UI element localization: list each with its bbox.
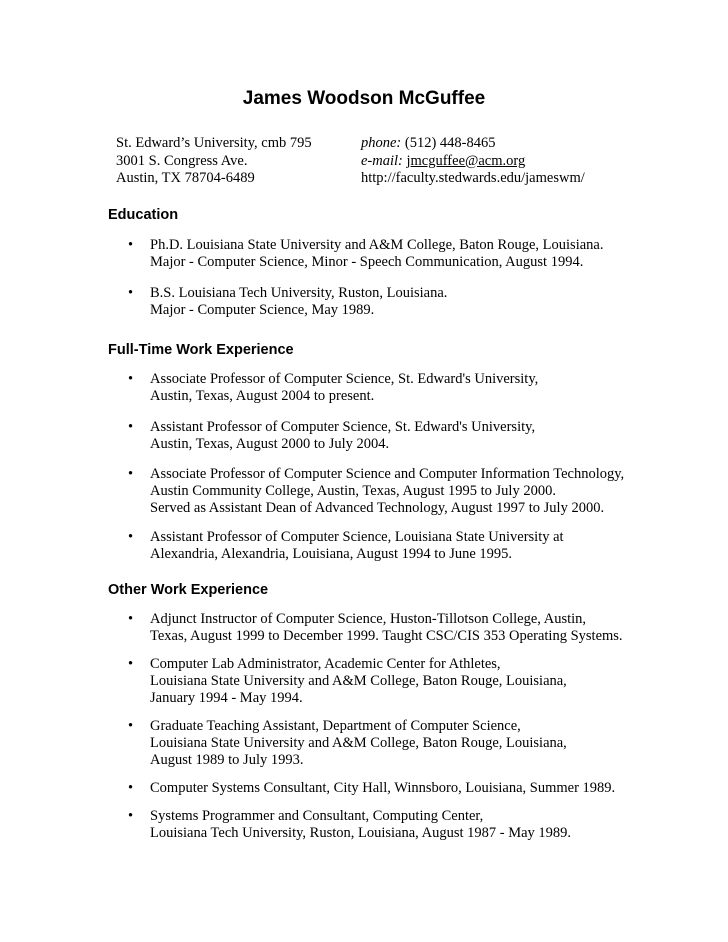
item-line: Associate Professor of Computer Science and Computer Information Technology,: [150, 466, 625, 482]
bullet: •: [128, 419, 134, 435]
bullet: •: [128, 611, 134, 627]
item-line: Systems Programmer and Consultant, Computing Center,: [150, 808, 484, 824]
item-line: Louisiana State University and A&M College, Baton Rouge, Louisiana,: [150, 673, 567, 689]
bullet: •: [128, 466, 134, 482]
bullet: •: [128, 808, 134, 824]
item-line: Served as Assistant Dean of Advanced Technology, August 1997 to July 2000.: [150, 500, 605, 516]
item-line: B.S. Louisiana Tech University, Ruston, Louisiana.: [150, 285, 448, 301]
item-line: Austin, Texas, August 2000 to July 2004.: [150, 436, 390, 452]
list-item: [0, 808, 728, 842]
bullet: •: [128, 285, 134, 301]
item-line: Associate Professor of Computer Science, St. Edward's University,: [150, 371, 539, 387]
bullet: •: [128, 371, 134, 387]
list-item: [0, 237, 728, 285]
list-item: [0, 419, 728, 466]
email-link[interactable]: jmcguffee@acm.org: [406, 152, 526, 169]
phone-number: (512) 448-8465: [404, 135, 496, 151]
item-line: Alexandria, Alexandria, Louisiana, August 1994 to June 1995.: [150, 546, 513, 562]
email-label: e-mail:: [361, 152, 403, 169]
item-line: Computer Lab Administrator, Academic Center for Athletes,: [150, 656, 501, 672]
address-line: Austin, TX 78704-6489: [116, 170, 255, 186]
address-line: St. Edward’s University, cmb 795: [116, 135, 312, 151]
item-line: Ph.D. Louisiana State University and A&M College, Baton Rouge, Louisiana.: [150, 237, 604, 253]
item-line: Graduate Teaching Assistant, Department of Computer Science,: [150, 718, 521, 734]
email-line: [361, 153, 585, 171]
resume-name: James Woodson McGuffee: [242, 88, 486, 109]
item-line: Texas, August 1999 to December 1999. Taught CSC/CIS 353 Operating Systems.: [150, 628, 623, 644]
item-line: Major - Computer Science, May 1989.: [150, 302, 375, 318]
list-item: [0, 285, 728, 319]
item-line: Major - Computer Science, Minor - Speech Communication, August 1994.: [150, 254, 584, 270]
phone-label: phone:: [361, 135, 402, 151]
address-line: 3001 S. Congress Ave.: [116, 152, 248, 169]
section-title-education: Education: [108, 207, 179, 223]
other-work-list: [0, 611, 728, 842]
item-line: Austin Community College, Austin, Texas, August 1995 to July 2000.: [150, 483, 556, 499]
list-item: [0, 529, 728, 563]
list-item: [0, 371, 728, 419]
bullet: •: [128, 718, 134, 734]
list-item: [0, 611, 728, 656]
bullet: •: [128, 780, 134, 796]
item-line: August 1989 to July 1993.: [150, 752, 304, 768]
full-time-work-list: [0, 371, 728, 563]
bullet: •: [128, 656, 134, 672]
education-list: [0, 237, 728, 319]
phone-line: [361, 135, 585, 153]
address-block: [116, 135, 312, 188]
section-title-other-work: Other Work Experience: [108, 582, 269, 598]
contact-block: [361, 135, 585, 188]
item-line: Louisiana State University and A&M College, Baton Rouge, Louisiana,: [150, 735, 567, 751]
item-line: January 1994 - May 1994.: [150, 690, 303, 706]
list-item: [0, 780, 728, 808]
item-line: Adjunct Instructor of Computer Science, Huston-Tillotson College, Austin,: [150, 611, 587, 627]
bullet: •: [128, 237, 134, 253]
list-item: [0, 718, 728, 780]
list-item: [0, 656, 728, 718]
list-item: [0, 466, 728, 529]
item-line: Louisiana Tech University, Ruston, Louisiana, August 1987 - May 1989.: [150, 825, 572, 841]
website-line: http://faculty.stedwards.edu/jameswm/: [361, 170, 585, 186]
item-line: Computer Systems Consultant, City Hall, Winnsboro, Louisiana, Summer 1989.: [150, 780, 616, 796]
item-line: Austin, Texas, August 2004 to present.: [150, 388, 375, 404]
section-title-full-time-work: Full-Time Work Experience: [108, 342, 294, 358]
item-line: Assistant Professor of Computer Science, St. Edward's University,: [150, 419, 536, 435]
bullet: •: [128, 529, 134, 545]
item-line: Assistant Professor of Computer Science, Louisiana State University at: [150, 529, 564, 545]
